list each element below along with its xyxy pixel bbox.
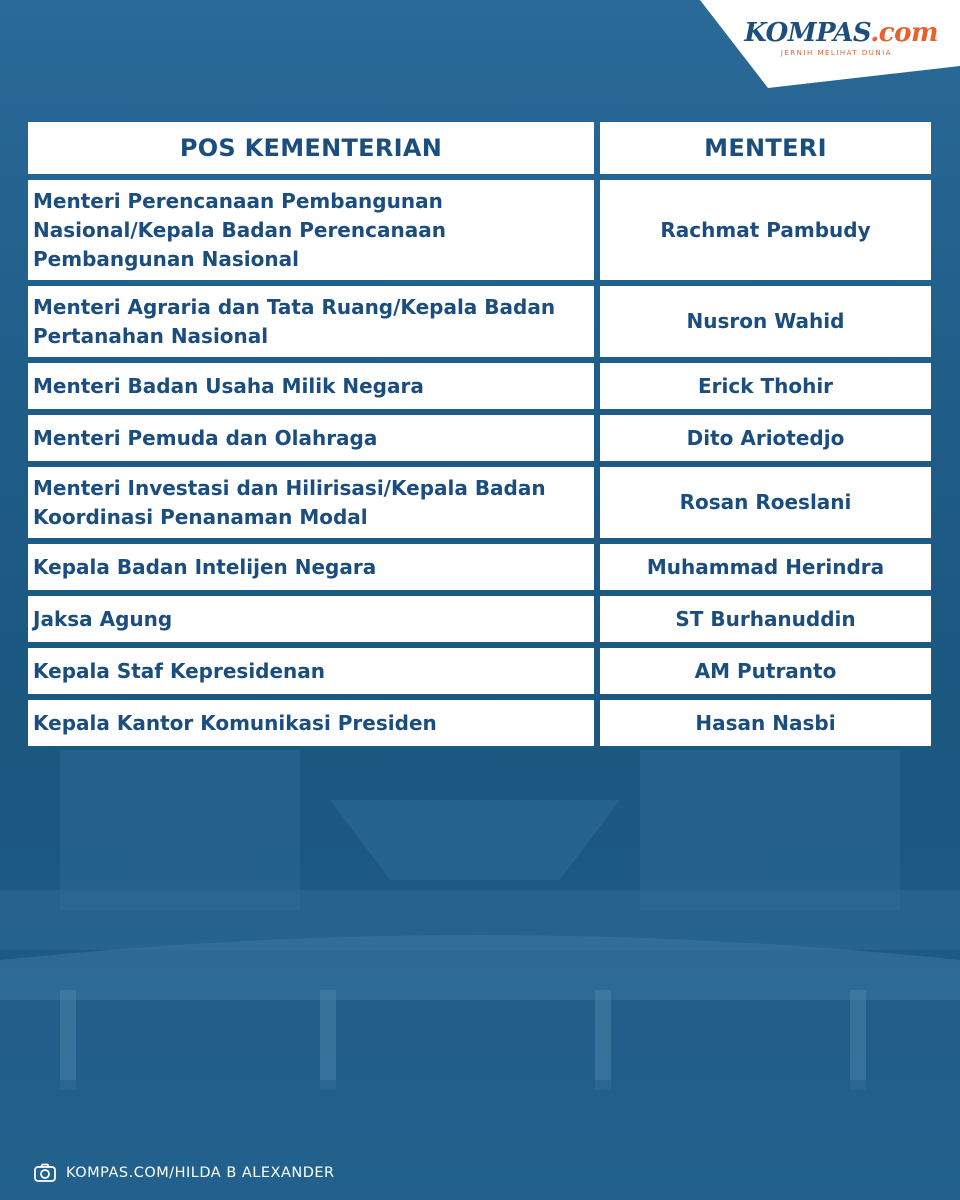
camera-icon (34, 1163, 56, 1183)
photo-credit-text: KOMPAS.COM/HILDA B ALEXANDER (66, 1165, 335, 1181)
minister-cell: Nusron Wahid (600, 286, 931, 357)
minister-cell: Dito Ariotedjo (600, 415, 931, 461)
ministers-table (28, 122, 931, 746)
minister-cell: Hasan Nasbi (600, 700, 931, 746)
position-cell: Jaksa Agung (28, 596, 594, 642)
logo-tagline: JERNIH MELIHAT DUNIA (780, 49, 892, 57)
minister-cell: Muhammad Herindra (600, 544, 931, 590)
position-cell: Kepala Staf Kepresidenan (28, 648, 594, 694)
minister-cell: AM Putranto (600, 648, 931, 694)
background-building-photo (0, 740, 960, 1200)
position-cell: Menteri Perencanaan Pembangunan Nasional/Kepala Badan Perencanaan Pembangunan Nasional (28, 180, 594, 280)
column-header-minister: MENTERI (600, 122, 931, 174)
position-cell: Menteri Investasi dan Hilirisasi/Kepala Badan Koordinasi Penanaman Modal (28, 467, 594, 538)
minister-cell: ST Burhanuddin (600, 596, 931, 642)
logo-wordmark: KOMPAS.com (744, 18, 938, 48)
minister-cell: Rosan Roeslani (600, 467, 931, 538)
minister-cell: Erick Thohir (600, 363, 931, 409)
position-cell: Kepala Kantor Komunikasi Presiden (28, 700, 594, 746)
photo-credit (34, 1163, 335, 1183)
position-cell: Menteri Agraria dan Tata Ruang/Kepala Badan Pertanahan Nasional (28, 286, 594, 357)
minister-cell: Rachmat Pambudy (600, 180, 931, 280)
position-cell: Menteri Pemuda dan Olahraga (28, 415, 594, 461)
column-header-position: POS KEMENTERIAN (28, 122, 594, 174)
position-cell: Menteri Badan Usaha Milik Negara (28, 363, 594, 409)
position-cell: Kepala Badan Intelijen Negara (28, 544, 594, 590)
